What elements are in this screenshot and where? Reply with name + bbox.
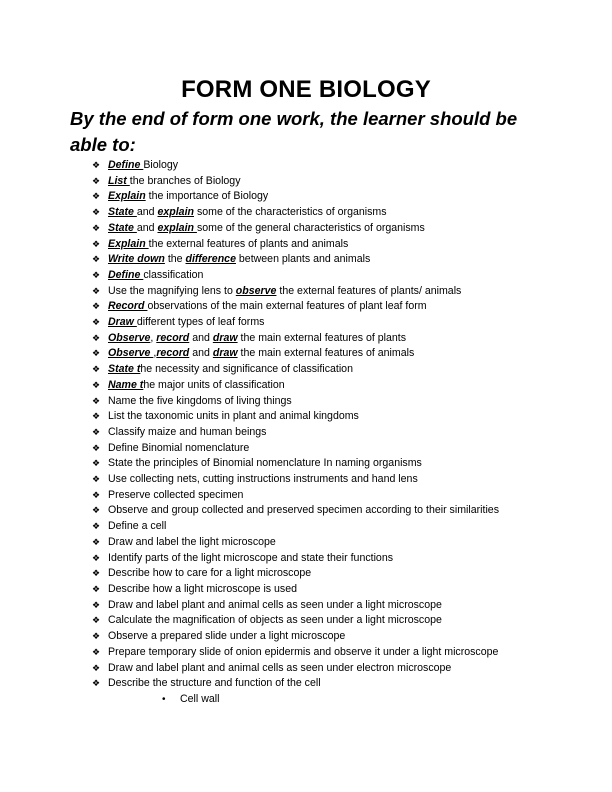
diamond-bullet-icon: ❖ xyxy=(92,552,101,563)
objective-text: and xyxy=(189,347,213,360)
objective-text: , xyxy=(150,331,157,344)
diamond-bullet-icon: ❖ xyxy=(92,505,101,516)
objective-item xyxy=(92,551,612,567)
keyword: Define xyxy=(108,268,144,281)
objective-text: Draw and label plant and animal cells as seen under a light microscope xyxy=(108,598,442,611)
objective-item xyxy=(92,676,612,692)
bullet-dot-icon: • xyxy=(162,693,166,705)
keyword: difference xyxy=(185,253,236,266)
diamond-bullet-icon: ❖ xyxy=(92,207,101,218)
diamond-bullet-icon: ❖ xyxy=(92,646,101,657)
objective-item xyxy=(92,315,612,331)
objective-text: different types of leaf forms xyxy=(136,316,265,329)
diamond-bullet-icon: ❖ xyxy=(92,332,101,343)
diamond-bullet-icon: ❖ xyxy=(92,317,101,328)
objective-text: the xyxy=(164,253,186,266)
keyword: State xyxy=(108,221,137,234)
objective-item xyxy=(92,645,612,661)
objective-item xyxy=(92,503,612,519)
objective-item xyxy=(92,629,612,645)
objective-text: Define a cell xyxy=(108,520,167,533)
diamond-bullet-icon: ❖ xyxy=(92,615,101,626)
objective-text: Observe and group collected and preserved specimen according to their similarities xyxy=(108,504,499,517)
diamond-bullet-icon: ❖ xyxy=(92,442,101,453)
objective-text: Preserve collected specimen xyxy=(108,488,244,501)
objective-text: Define Binomial nomenclature xyxy=(108,441,250,454)
objective-text: he necessity and significance of classification xyxy=(140,363,353,376)
diamond-bullet-icon: ❖ xyxy=(92,458,101,469)
objective-text: List the taxonomic units in plant and animal kingdoms xyxy=(108,410,359,423)
diamond-bullet-icon: ❖ xyxy=(92,160,101,170)
objective-text: , xyxy=(153,347,157,360)
sub-objective-text: Cell wall xyxy=(180,692,220,705)
keyword: Explain xyxy=(108,190,146,203)
objective-item xyxy=(92,409,612,425)
objective-text: Draw and label plant and animal cells as seen under electron microscope xyxy=(108,661,452,674)
diamond-bullet-icon: ❖ xyxy=(92,489,101,500)
keyword: Name t xyxy=(108,378,144,391)
objective-item xyxy=(92,519,612,535)
objective-text: Draw and label the light microscope xyxy=(108,535,276,548)
objectives-list xyxy=(0,158,612,692)
keyword: Observe xyxy=(108,347,154,360)
objective-text: the importance of Biology xyxy=(145,190,269,203)
diamond-bullet-icon: ❖ xyxy=(92,301,101,312)
objective-item xyxy=(92,346,612,362)
objective-text: he major units of classification xyxy=(143,378,285,391)
diamond-bullet-icon: ❖ xyxy=(92,222,101,233)
objective-item xyxy=(92,252,612,268)
objective-item xyxy=(92,189,612,205)
objective-item xyxy=(92,237,612,253)
objective-item xyxy=(92,566,612,582)
objective-text: the branches of Biology xyxy=(129,174,241,187)
diamond-bullet-icon: ❖ xyxy=(92,599,101,610)
objective-item xyxy=(92,425,612,441)
diamond-bullet-icon: ❖ xyxy=(92,662,101,673)
objective-text: the main external features of animals xyxy=(237,347,415,360)
objective-text: State the principles of Binomial nomenclature In naming organisms xyxy=(108,457,422,470)
objective-text: Use the magnifying lens to xyxy=(108,284,236,297)
objective-item xyxy=(92,598,612,614)
objective-item xyxy=(92,174,612,190)
diamond-bullet-icon: ❖ xyxy=(92,395,101,406)
objective-text: Prepare temporary slide of onion epidermis and observe it under a light microscope xyxy=(108,645,499,658)
keyword: Write down xyxy=(108,253,165,266)
objective-item xyxy=(92,613,612,629)
keyword: record xyxy=(156,331,190,344)
objective-item xyxy=(92,221,612,237)
objective-item xyxy=(92,535,612,551)
keyword: draw xyxy=(212,331,238,344)
page-subtitle: By the end of form one work, the learner should be able to: xyxy=(70,108,518,155)
objective-item xyxy=(92,205,612,221)
diamond-bullet-icon: ❖ xyxy=(92,583,101,594)
objective-text: classification xyxy=(143,268,204,281)
objective-item xyxy=(92,394,612,410)
objective-text: Describe how a light microscope is used xyxy=(108,582,298,595)
diamond-bullet-icon: ❖ xyxy=(92,269,101,280)
page-title: FORM ONE BIOLOGY xyxy=(181,76,431,103)
keyword: observe xyxy=(235,284,277,297)
objective-item xyxy=(92,488,612,504)
diamond-bullet-icon: ❖ xyxy=(92,379,101,390)
objective-text: Describe the structure and function of the cell xyxy=(108,677,321,690)
objective-item xyxy=(92,331,612,347)
objective-item xyxy=(92,456,612,472)
objective-text: and xyxy=(136,206,158,219)
objective-text: Observe a prepared slide under a light microscope xyxy=(108,630,346,643)
objective-item xyxy=(92,299,612,315)
objective-text: Calculate the magnification of objects as seen under a light microscope xyxy=(108,614,442,627)
diamond-bullet-icon: ❖ xyxy=(92,364,101,375)
sub-objective-item xyxy=(162,692,612,707)
diamond-bullet-icon: ❖ xyxy=(92,426,101,437)
keyword: State xyxy=(108,206,137,219)
keyword: Draw xyxy=(108,316,137,329)
objective-text: some of the general characteristics of organisms xyxy=(196,221,425,234)
keyword: List xyxy=(108,174,130,187)
keyword: State t xyxy=(108,363,141,376)
objective-text: some of the characteristics of organisms xyxy=(194,206,387,219)
objective-text: Biology xyxy=(143,159,179,171)
diamond-bullet-icon: ❖ xyxy=(92,348,101,359)
objective-text: Describe how to care for a light microscope xyxy=(108,567,312,580)
keyword: draw xyxy=(212,347,238,360)
keyword: explain xyxy=(157,206,194,219)
keyword: Observe xyxy=(108,331,151,344)
objective-item xyxy=(92,268,612,284)
keyword: Record xyxy=(108,300,148,313)
diamond-bullet-icon: ❖ xyxy=(92,568,101,579)
objective-text: the main external features of plants xyxy=(237,331,406,344)
objective-text: Classify maize and human beings xyxy=(108,425,267,438)
objective-text: observations of the main external features of plant leaf form xyxy=(147,300,427,313)
objective-text: between plants and animals xyxy=(235,253,371,266)
keyword: Explain xyxy=(108,237,149,250)
keyword: explain xyxy=(157,221,197,234)
diamond-bullet-icon: ❖ xyxy=(92,631,101,642)
sub-objectives-list xyxy=(0,692,612,707)
diamond-bullet-icon: ❖ xyxy=(92,411,101,422)
diamond-bullet-icon: ❖ xyxy=(92,175,101,186)
diamond-bullet-icon: ❖ xyxy=(92,678,101,689)
objective-item xyxy=(92,441,612,457)
objective-item xyxy=(92,362,612,378)
diamond-bullet-icon: ❖ xyxy=(92,254,101,265)
objective-item xyxy=(92,472,612,488)
objective-item xyxy=(92,158,612,174)
objective-text: the external features of plants and animals xyxy=(148,237,349,250)
diamond-bullet-icon: ❖ xyxy=(92,474,101,485)
diamond-bullet-icon: ❖ xyxy=(92,521,101,532)
objective-item xyxy=(92,378,612,394)
keyword: record xyxy=(156,347,190,360)
objective-text: and xyxy=(136,221,158,234)
diamond-bullet-icon: ❖ xyxy=(92,238,101,249)
objective-text: the external features of plants/ animals xyxy=(276,284,462,297)
keyword: Define xyxy=(108,159,144,171)
objective-item xyxy=(92,582,612,598)
objective-item xyxy=(92,661,612,677)
objective-text: Use collecting nets, cutting instructions instruments and hand lens xyxy=(108,473,418,486)
diamond-bullet-icon: ❖ xyxy=(92,536,101,547)
diamond-bullet-icon: ❖ xyxy=(92,191,101,202)
objective-text: and xyxy=(189,331,213,344)
objective-text: Identify parts of the light microscope and state their functions xyxy=(108,551,394,564)
diamond-bullet-icon: ❖ xyxy=(92,285,101,296)
objective-text: Name the five kingdoms of living things xyxy=(108,394,292,407)
objective-item xyxy=(92,284,612,300)
